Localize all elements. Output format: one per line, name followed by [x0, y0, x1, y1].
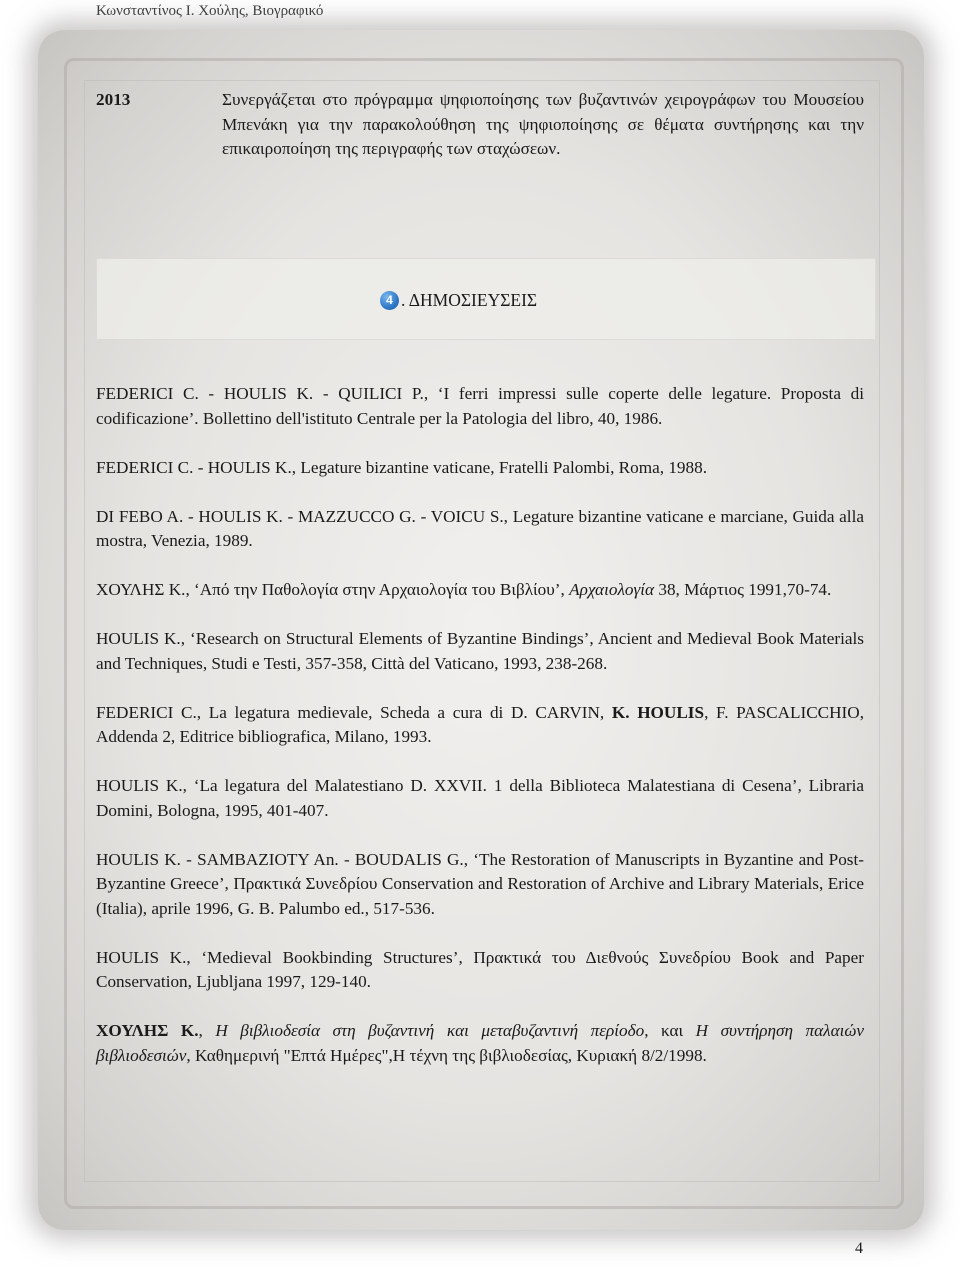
publication-text: , F. PASCALICCHIO, Addenda 2, Editrice bibliografica, Milano, 1993.	[96, 702, 864, 746]
publication-item: HOULIS K., ‘Research on Structural Elements of Byzantine Bindings’, Ancient and Medieval Book Materials and Techniques, Studi e Testi, 357-358, Città del Vaticano, 1993, 238-268.	[96, 629, 864, 673]
publication-item	[96, 1019, 864, 1068]
publication-item: DI FEBO A. - HOULIS K. - MAZZUCCO G. - VOICU S., Legature bizantine vaticane e marciane, Guida alla mostra, Venezia, 1989.	[96, 506, 864, 550]
publication-text: ,	[198, 1021, 216, 1040]
publication-item	[96, 701, 864, 750]
publication-text: , Καθημερινή "Επτά Ημέρες",Η τέχνη της βιβλιοδεσίας, Κυριακή 8/2/1998.	[186, 1045, 707, 1065]
publication-text: 38, Μάρτιος 1991,70-74.	[654, 580, 832, 599]
publication-item: HOULIS K. - SAMBAZIOTY An. - BOUDALIS G., ‘The Restoration of Manuscripts in Byzantine and Post-Byzantine Greece’, Πρακτικά Συνεδρίου Conservation and Restoration of Archive and Library Materials, Erice (Italia), aprile 1996, G. B. Palumbo ed., 517-536.	[96, 849, 864, 918]
page-number: 4	[855, 1240, 863, 1257]
author-highlight: ΧΟΥΛΗΣ Κ.	[96, 1021, 199, 1040]
publications-list	[96, 382, 864, 1093]
article-title: Η συντήρηση παλαιών βιβλιοδεσιών	[96, 1021, 865, 1065]
publication-item	[96, 578, 864, 603]
section-number-icon: 4	[380, 291, 399, 310]
publication-text: , και	[644, 1021, 696, 1040]
publication-text: ΧΟΥΛΗΣ Κ., ‘Από την Παθολογία στην Αρχαιολογία του Βιβλίου’,	[96, 580, 570, 599]
publication-item: FEDERICI C. - HOULIS K., Legature bizantine vaticane, Fratelli Palombi, Roma, 1988.	[96, 457, 707, 477]
cv-entry-2013	[96, 88, 864, 162]
running-header: Κωνσταντίνος Ι. Χούλης, Βιογραφικό	[96, 3, 324, 19]
publication-item: HOULIS K., ‘La legatura del Malatestiano D. XXVII. 1 della Biblioteca Malatestiana di Cesena’, Libraria Domini, Bologna, 1995, 401-407.	[96, 776, 864, 820]
publication-text: FEDERICI C., La legatura medievale, Scheda a cura di D. CARVIN,	[96, 702, 612, 722]
article-title: Η βιβλιοδεσία στη βυζαντινή και μεταβυζαντινή περίοδο	[215, 1021, 645, 1040]
entry-year: 2013	[96, 90, 131, 109]
entry-text: Συνεργάζεται στο πρόγραμμα ψηφιοποίησης των βυζαντινών χειρογράφων του Μουσείου Μπενάκη για την παρακολούθηση της ψηφιοποίησης σε θέματα συντήρησης και την επικαιροποίηση της περιγραφής των σταχώσεων.	[222, 90, 864, 158]
publication-item: FEDERICI C. - HOULIS K. - QUILICI P., ‘I ferri impressi sulle coperte delle legature. Proposta di codificazione’. Bollettino dell'istituto Centrale per la Patologia del libro, 40, 1986.	[96, 384, 864, 428]
author-highlight: K. HOULIS	[611, 702, 705, 722]
journal-title: Αρχαιολογία	[569, 580, 655, 599]
section-title: . ΔΗΜΟΣΙΕΥΣΕΙΣ	[401, 290, 538, 310]
section-heading	[380, 288, 537, 312]
publication-item: HOULIS K., ‘Medieval Bookbinding Structures’, Πρακτικά του Διεθνούς Συνεδρίου Book and Paper Conservation, Ljubljana 1997, 129-140.	[96, 947, 864, 991]
